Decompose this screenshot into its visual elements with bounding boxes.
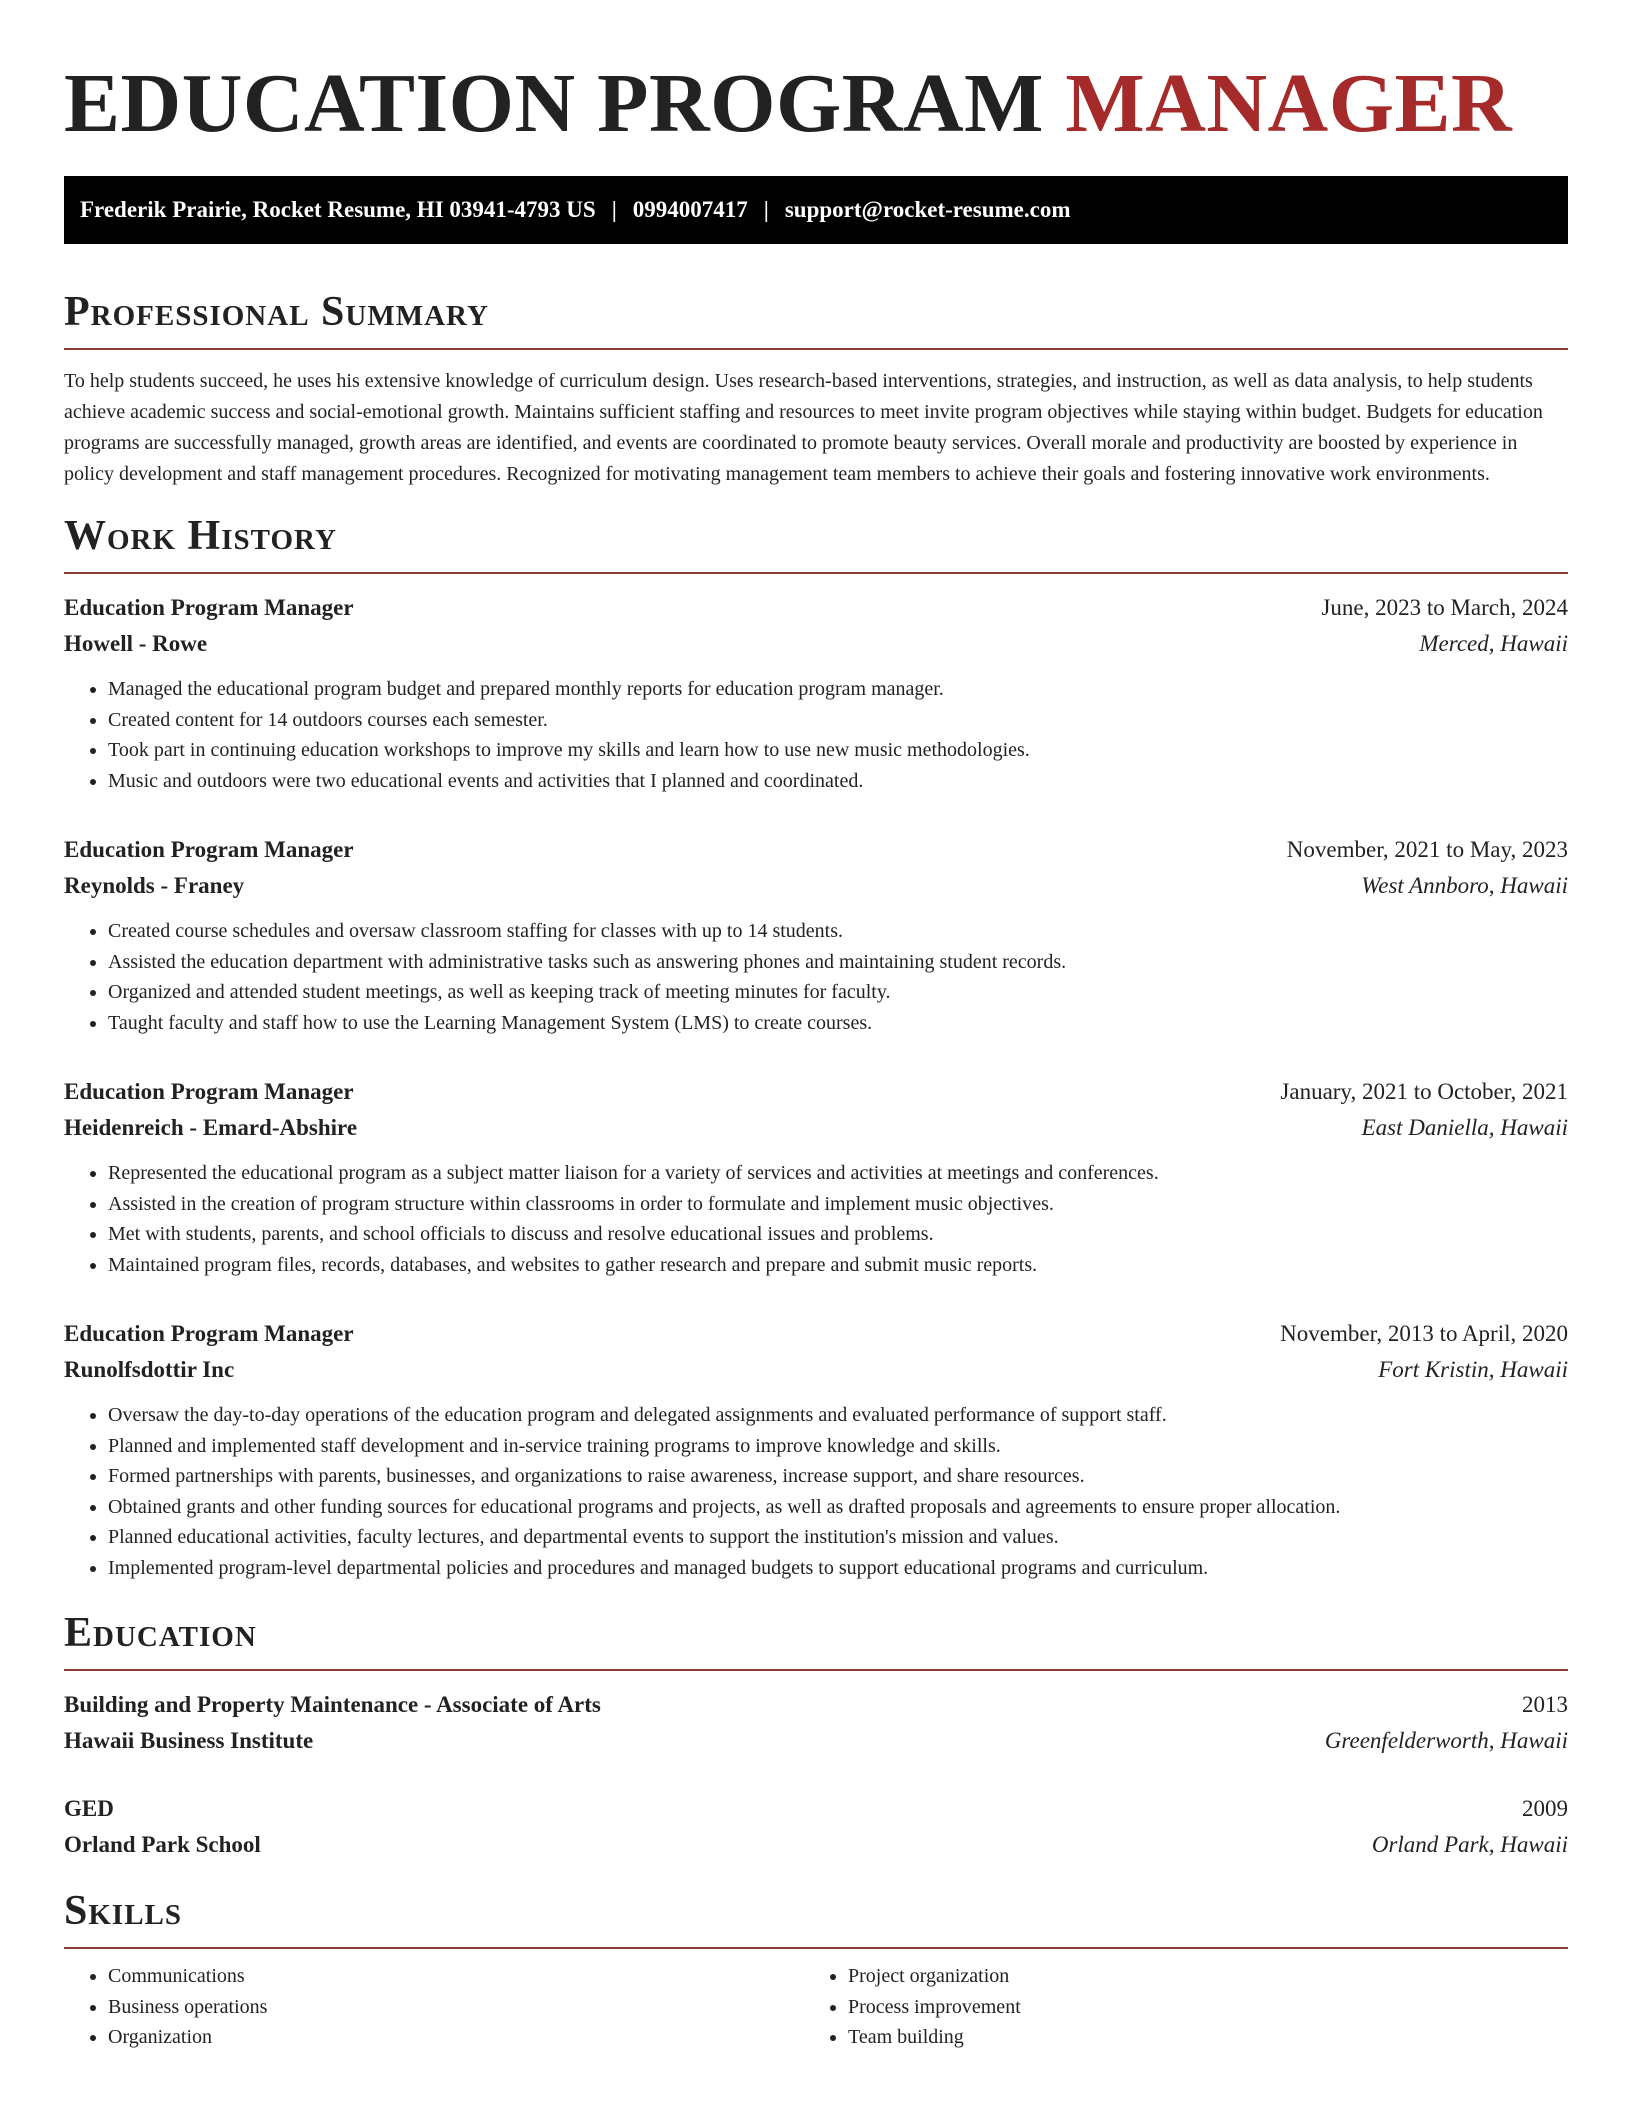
- job-bullets: [64, 674, 1568, 796]
- job-bullet: • Assisted in the creation of program structure within classrooms in order to formulate and implement music objectives.: [108, 1189, 1568, 1220]
- title-accent: MANAGER: [1065, 57, 1513, 150]
- job-title: Education Program Manager: [64, 837, 354, 862]
- job-bullet: • Created course schedules and oversaw classroom staffing for classes with up to 14 students.: [108, 916, 1568, 947]
- summary-text: To help students succeed, he uses his extensive knowledge of curriculum design. Uses research-based interventions, strategies, and instruction, as well as data analysis, to help students achieve academic success and social-emotional growth. Maintains sufficient staffing and resources to meet invite program objectives while staying within budget. Budgets for education programs are successfully managed, growth areas are identified, and events are coordinated to promote beauty services. Overall morale and productivity are boosted by experience in policy development and staff management procedures. Recognized for motivating management team members to achieve their goals and fostering innovative work environments.: [64, 370, 1543, 485]
- job-location: East Daniella, Hawaii: [1361, 1115, 1568, 1140]
- section-divider: [64, 572, 1568, 574]
- job-bullet: • Implemented program-level departmental policies and procedures and managed budgets to support educational programs and curriculum.: [108, 1553, 1568, 1584]
- job-bullet: • Created content for 14 outdoors courses each semester.: [108, 705, 1568, 736]
- education-section: [64, 1609, 1568, 1863]
- job-company: Runolfsdottir Inc: [64, 1357, 235, 1382]
- job-title: Education Program Manager: [64, 595, 354, 620]
- skill-item: • Communications: [108, 1961, 804, 1992]
- education-location: Orland Park, Hawaii: [1371, 1832, 1568, 1857]
- skill-item: • Project organization: [848, 1961, 1544, 1992]
- education-entry: [64, 1687, 1568, 1759]
- skills-grid: [64, 1961, 1568, 2053]
- job-bullet: • Maintained program files, records, databases, and websites to gather research and prepare and submit music reports.: [108, 1250, 1568, 1281]
- job-bullets: [64, 1158, 1568, 1280]
- education-entry: [64, 1791, 1568, 1863]
- job-bullet: • Taught faculty and staff how to use the Learning Management System (LMS) to create courses.: [108, 1008, 1568, 1039]
- job-bullet: • Represented the educational program as a subject matter liaison for a variety of services and activities at meetings and conferences.: [108, 1158, 1568, 1189]
- skills-section: [64, 1887, 1568, 2053]
- contact-email[interactable]: support@rocket-resume.com: [784, 197, 1071, 222]
- job-dates: November, 2013 to April, 2020: [1280, 1321, 1568, 1346]
- job-title: Education Program Manager: [64, 1079, 354, 1104]
- skills-heading: Skills: [64, 1888, 183, 1934]
- job-entry: [64, 590, 1568, 796]
- education-school: Hawaii Business Institute: [64, 1728, 314, 1753]
- job-entry: [64, 1316, 1568, 1583]
- job-bullet: • Assisted the education department with administrative tasks such as answering phones and maintaining student records.: [108, 947, 1568, 978]
- job-company: Howell - Rowe: [64, 631, 208, 656]
- job-company: Heidenreich - Emard-Abshire: [64, 1115, 358, 1140]
- job-title: Education Program Manager: [64, 1321, 354, 1346]
- skill-item: • Team building: [848, 2022, 1544, 2053]
- job-entry: [64, 1074, 1568, 1280]
- contact-separator: |: [763, 197, 769, 222]
- education-heading: Education: [64, 1610, 257, 1656]
- education-degree: Building and Property Maintenance - Associate of Arts: [64, 1692, 601, 1717]
- work-history-heading: Work History: [64, 513, 337, 559]
- section-divider: [64, 348, 1568, 350]
- job-location: Merced, Hawaii: [1419, 631, 1568, 656]
- job-bullet: • Met with students, parents, and school officials to discuss and resolve educational issues and problems.: [108, 1219, 1568, 1250]
- skill-item: • Process improvement: [848, 1992, 1544, 2023]
- education-school: Orland Park School: [64, 1832, 261, 1857]
- section-divider: [64, 1947, 1568, 1949]
- summary-section: [64, 288, 1568, 490]
- education-year: 2009: [1522, 1796, 1568, 1821]
- job-bullet: • Took part in continuing education workshops to improve my skills and learn how to use new music methodologies.: [108, 735, 1568, 766]
- contact-address: Frederik Prairie, Rocket Resume, HI 03941-4793 US: [80, 197, 596, 222]
- work-history-section: [64, 512, 1568, 1583]
- job-bullet: • Formed partnerships with parents, businesses, and organizations to raise awareness, increase support, and share resources.: [108, 1461, 1568, 1492]
- job-bullets: [64, 916, 1568, 1038]
- contact-phone: 0994007417: [632, 197, 748, 222]
- job-dates: January, 2021 to October, 2021: [1280, 1079, 1568, 1104]
- job-bullet: • Oversaw the day-to-day operations of the education program and delegated assignments and evaluated performance of support staff.: [108, 1400, 1568, 1431]
- skill-item: • Business operations: [108, 1992, 804, 2023]
- title-main: EDUCATION PROGRAM: [64, 57, 1044, 150]
- job-bullets: [64, 1400, 1568, 1583]
- job-bullet: • Planned and implemented staff development and in-service training programs to improve knowledge and skills.: [108, 1431, 1568, 1462]
- job-bullet: • Planned educational activities, faculty lectures, and departmental events to support the institution's mission and values.: [108, 1522, 1568, 1553]
- education-degree: GED: [64, 1796, 114, 1821]
- job-dates: November, 2021 to May, 2023: [1286, 837, 1568, 862]
- job-bullet: • Organized and attended student meetings, as well as keeping track of meeting minutes for faculty.: [108, 977, 1568, 1008]
- education-year: 2013: [1522, 1692, 1568, 1717]
- education-location: Greenfelderworth, Hawaii: [1324, 1728, 1568, 1753]
- job-entry: [64, 832, 1568, 1038]
- job-dates: June, 2023 to March, 2024: [1321, 595, 1568, 620]
- skill-item: • Organization: [108, 2022, 804, 2053]
- job-bullet: • Managed the educational program budget and prepared monthly reports for education program manager.: [108, 674, 1568, 705]
- job-location: Fort Kristin, Hawaii: [1378, 1357, 1568, 1382]
- skills-column-right: [804, 1961, 1544, 2053]
- summary-heading: Professional Summary: [64, 289, 489, 335]
- job-location: West Annboro, Hawaii: [1361, 873, 1568, 898]
- skills-column-left: [64, 1961, 804, 2053]
- contact-separator: |: [611, 197, 617, 222]
- job-bullet: • Music and outdoors were two educational events and activities that I planned and coordinated.: [108, 766, 1568, 797]
- job-company: Reynolds - Franey: [64, 873, 245, 898]
- job-bullet: • Obtained grants and other funding sources for educational programs and projects, as well as drafted proposals and agreements to ensure proper allocation.: [108, 1492, 1568, 1523]
- resume-title: [64, 0, 1568, 152]
- section-divider: [64, 1669, 1568, 1671]
- contact-bar: [64, 176, 1568, 244]
